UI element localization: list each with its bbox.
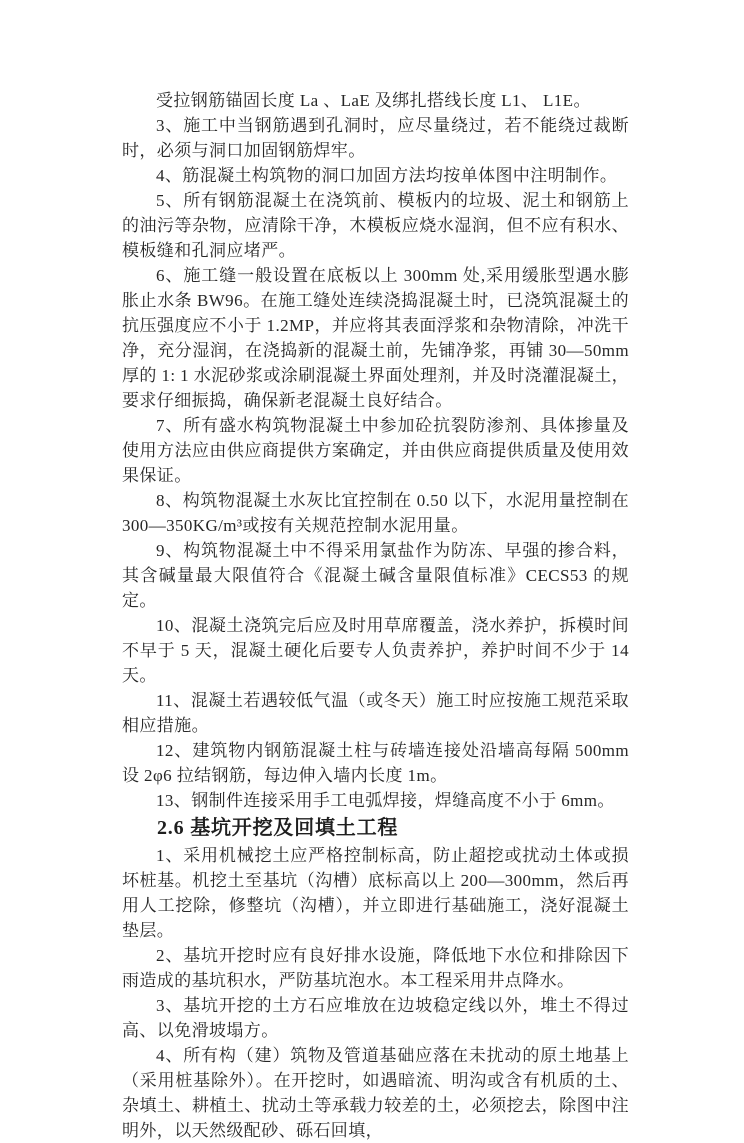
clause-mechanical-excavation: 1、采用机械挖土应严格控制标高，防止超挖或扰动土体或损坏桩基。机挖土至基坑（沟槽）底标高以上 200—300mm，然后再用人工挖除，修整坑（沟槽），并立即进行基础施工，浇好混凝土垫层。 bbox=[122, 846, 629, 940]
document-text-block bbox=[122, 88, 629, 1143]
clause-rebar-holes: 3、施工中当钢筋遇到孔洞时，应尽量绕过，若不能绕过裁断时，必须与洞口加固钢筋焊牢。 bbox=[122, 116, 629, 160]
clause-construction-joint: 6、施工缝一般设置在底板以上 300mm 处,采用缓胀型遇水膨胀止水条 BW96。在施工缝处连续浇捣混凝土时，已浇筑混凝土的抗压强度应不小于 1.2MP，并应将其表面浮浆和杂物清除，冲洗干净，充分湿润，在浇捣新的混凝土前，先铺净浆，再铺 30—50mm 厚的 1: 1 水泥砂浆或涂刷混凝土界面处理剂，并及时浇灌混凝土，要求仔细振捣，确保新老混凝土良好结合。 bbox=[122, 266, 629, 410]
section-heading-excavation: 2.6 基坑开挖及回填土工程 bbox=[157, 817, 399, 839]
clause-anti-crack-admixture: 7、所有盛水构筑物混凝土中参加砼抗裂防渗剂、具体掺量及使用方法应由供应商提供方案确定，并由供应商提供质量及使用效果保证。 bbox=[122, 416, 629, 485]
paragraph-anchor-length: 受拉钢筋锚固长度 La 、LaE 及绑扎搭线长度 L1、 L1E。 bbox=[156, 91, 591, 110]
clause-curing: 10、混凝土浇筑完后应及时用草席覆盖，浇水养护，拆模时间不早于 5 天，混凝土硬化后要专人负责养护，养护时间不少于 14 天。 bbox=[122, 616, 629, 685]
clause-chloride-salt: 9、构筑物混凝土中不得采用氯盐作为防冻、早强的掺合料，其含碱量最大限值符合《混凝土碱含量限值标准》CECS53 的规定。 bbox=[122, 541, 629, 610]
clause-arc-welding: 13、钢制件连接采用手工电弧焊接，焊缝高度不小于 6mm。 bbox=[156, 791, 615, 810]
clause-undisturbed-soil: 4、所有构（建）筑物及管道基础应落在未扰动的原土地基上（采用桩基除外）。在开挖时，如遇暗流、明沟或含有机质的土、杂填土、耕植土、扰动土等承载力较差的土，必须挖去，除图中注明外，以天然级配砂、砾石回填， bbox=[122, 1046, 629, 1140]
clause-formwork-cleaning: 5、所有钢筋混凝土在浇筑前、模板内的垃圾、泥土和钢筋上的油污等杂物，应清除干净，木模板应烧水湿润，但不应有积水、模板缝和孔洞应堵严。 bbox=[122, 191, 629, 260]
clause-spoil-stacking: 3、基坑开挖的土方石应堆放在边坡稳定线以外，堆土不得过高、以免滑坡塌方。 bbox=[122, 996, 629, 1040]
clause-opening-reinforcement: 4、筋混凝土构筑物的洞口加固方法均按单体图中注明制作。 bbox=[156, 166, 618, 185]
clause-drainage: 2、基坑开挖时应有良好排水设施，降低地下水位和排除因下雨造成的基坑积水，严防基坑泡水。本工程采用井点降水。 bbox=[122, 946, 629, 990]
clause-water-cement-ratio: 8、构筑物混凝土水灰比宜控制在 0.50 以下，水泥用量控制在 300—350KG/m³或按有关规范控制水泥用量。 bbox=[122, 491, 629, 535]
clause-low-temperature: 11、混凝土若遇较低气温（或冬天）施工时应按施工规范采取相应措施。 bbox=[122, 691, 629, 735]
clause-tie-bars: 12、建筑物内钢筋混凝土柱与砖墙连接处沿墙高每隔 500mm 设 2φ6 拉结钢筋，每边伸入墙内长度 1m。 bbox=[122, 741, 629, 785]
